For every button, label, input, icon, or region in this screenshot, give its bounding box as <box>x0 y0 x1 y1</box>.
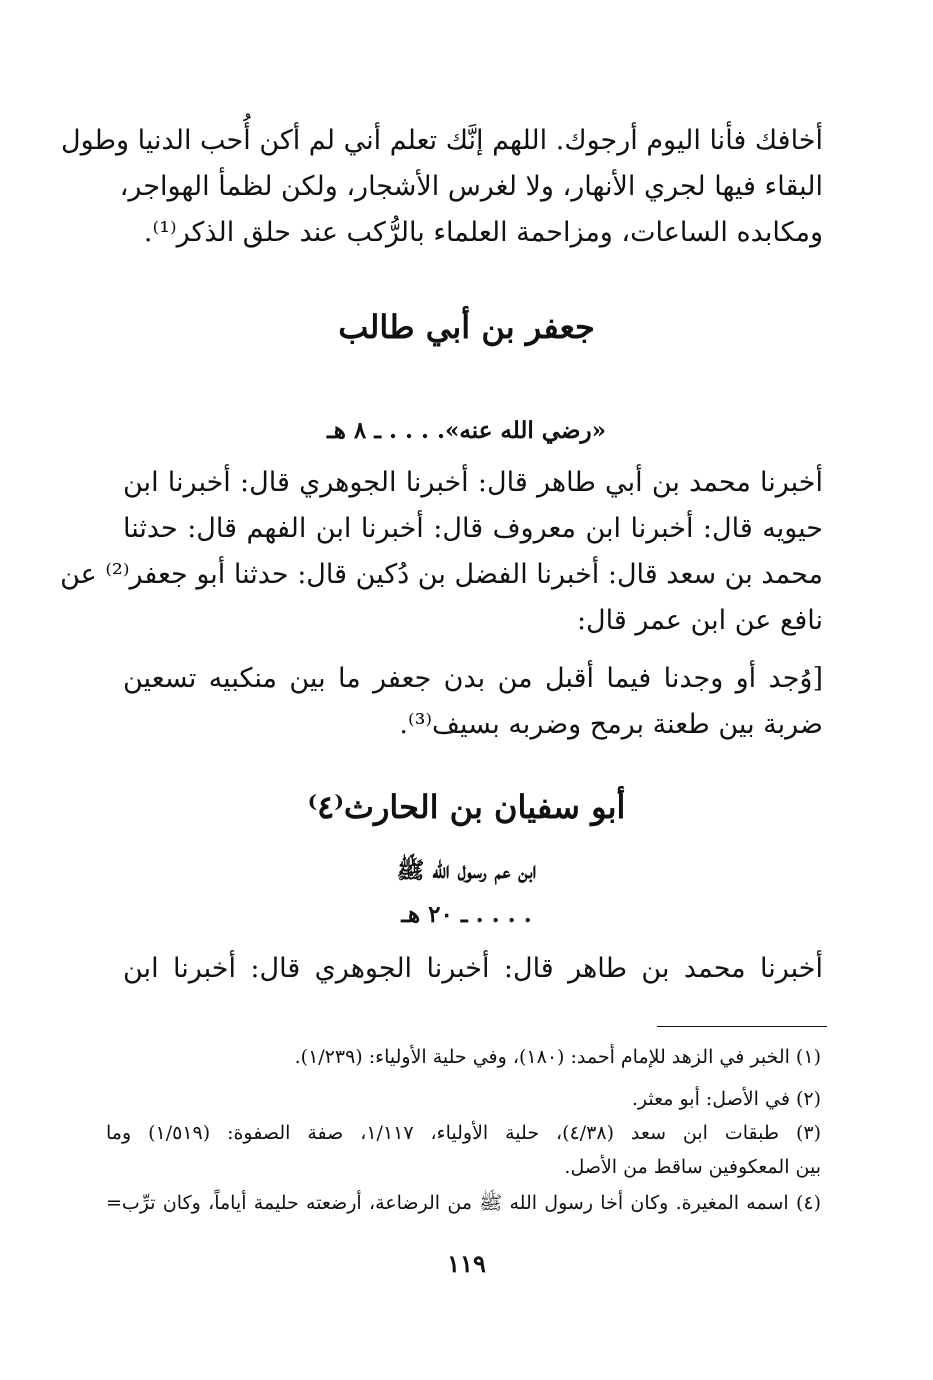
footnote-3: (٣) طبقات ابن سعد (٤/٣٨)، حلية الأولياء، ١/١١٧، صفة الصفوة: (١/٥١٩) وما <box>106 1122 822 1144</box>
section-subtitle-jafar: «رضي الله عنه». . . . ـ ٨ هـ <box>327 417 606 444</box>
section-title-abu-sufyan: أبو سفيان بن الحارث⁽٤⁾ <box>307 788 626 826</box>
section-subtitle-date: . . . . ـ ٢٠ هـ <box>401 901 532 928</box>
footnote-3-continuation: بين المعكوفين ساقط من الأصل. <box>564 1156 821 1178</box>
text-line: أخبرنا محمد بن طاهر قال: أخبرنا الجوهري قال: أخبرنا ابن <box>123 953 823 984</box>
footnote-divider <box>657 1026 827 1027</box>
text-line: أخبرنا محمد بن أبي طاهر قال: أخبرنا الجوهري قال: أخبرنا ابن <box>123 467 823 498</box>
text-line: البقاء فيها لجري الأنهار، ولا لغرس الأشجار، ولكن لظمأ الهواجر، <box>119 171 823 202</box>
text-line: حيويه قال: أخبرنا ابن معروف قال: أخبرنا ابن الفهم قال: حدثنا <box>123 513 823 544</box>
text-line: محمد بن سعد قال: أخبرنا الفضل بن دُكين قال: حدثنا أبو جعفر⁽²⁾ عن <box>60 559 823 590</box>
text-line: نافع عن ابن عمر قال: <box>576 605 823 636</box>
text-line: ضربة بين طعنة برمح وضربه بسيف⁽³⁾. <box>399 709 823 740</box>
text-line: أخافك فأنا اليوم أرجوك. اللهم إنَّك تعلم أني لم أكن أُحب الدنيا وطول <box>60 125 823 156</box>
text-line: ومكابده الساعات، ومزاحمة العلماء بالرُّكب عند حلق الذكر⁽¹⁾. <box>143 217 823 248</box>
footnote-4: (٤) اسمه المغيرة. وكان أخا رسول الله ﷺ من الرضاعة، أرضعته حليمة أياماً، وكان ترِّب= <box>106 1192 821 1214</box>
page-number: ١١٩ <box>447 1249 486 1278</box>
footnote-2: (٢) في الأصل: أبو معثر. <box>631 1088 821 1110</box>
footnote-1: (١) الخبر في الزهد للإمام أحمد: (١٨٠)، وفي حلية الأولياء: (١/٢٣٩). <box>294 1046 821 1068</box>
section-title-jafar: جعفر بن أبي طالب <box>338 308 595 346</box>
text-line: [وُجد أو وجدنا فيما أقبل من بدن جعفر ما بين منكبيه تسعين <box>123 663 823 694</box>
section-subtitle-relation: ابن عم رسول الله ﷺ <box>396 857 537 884</box>
